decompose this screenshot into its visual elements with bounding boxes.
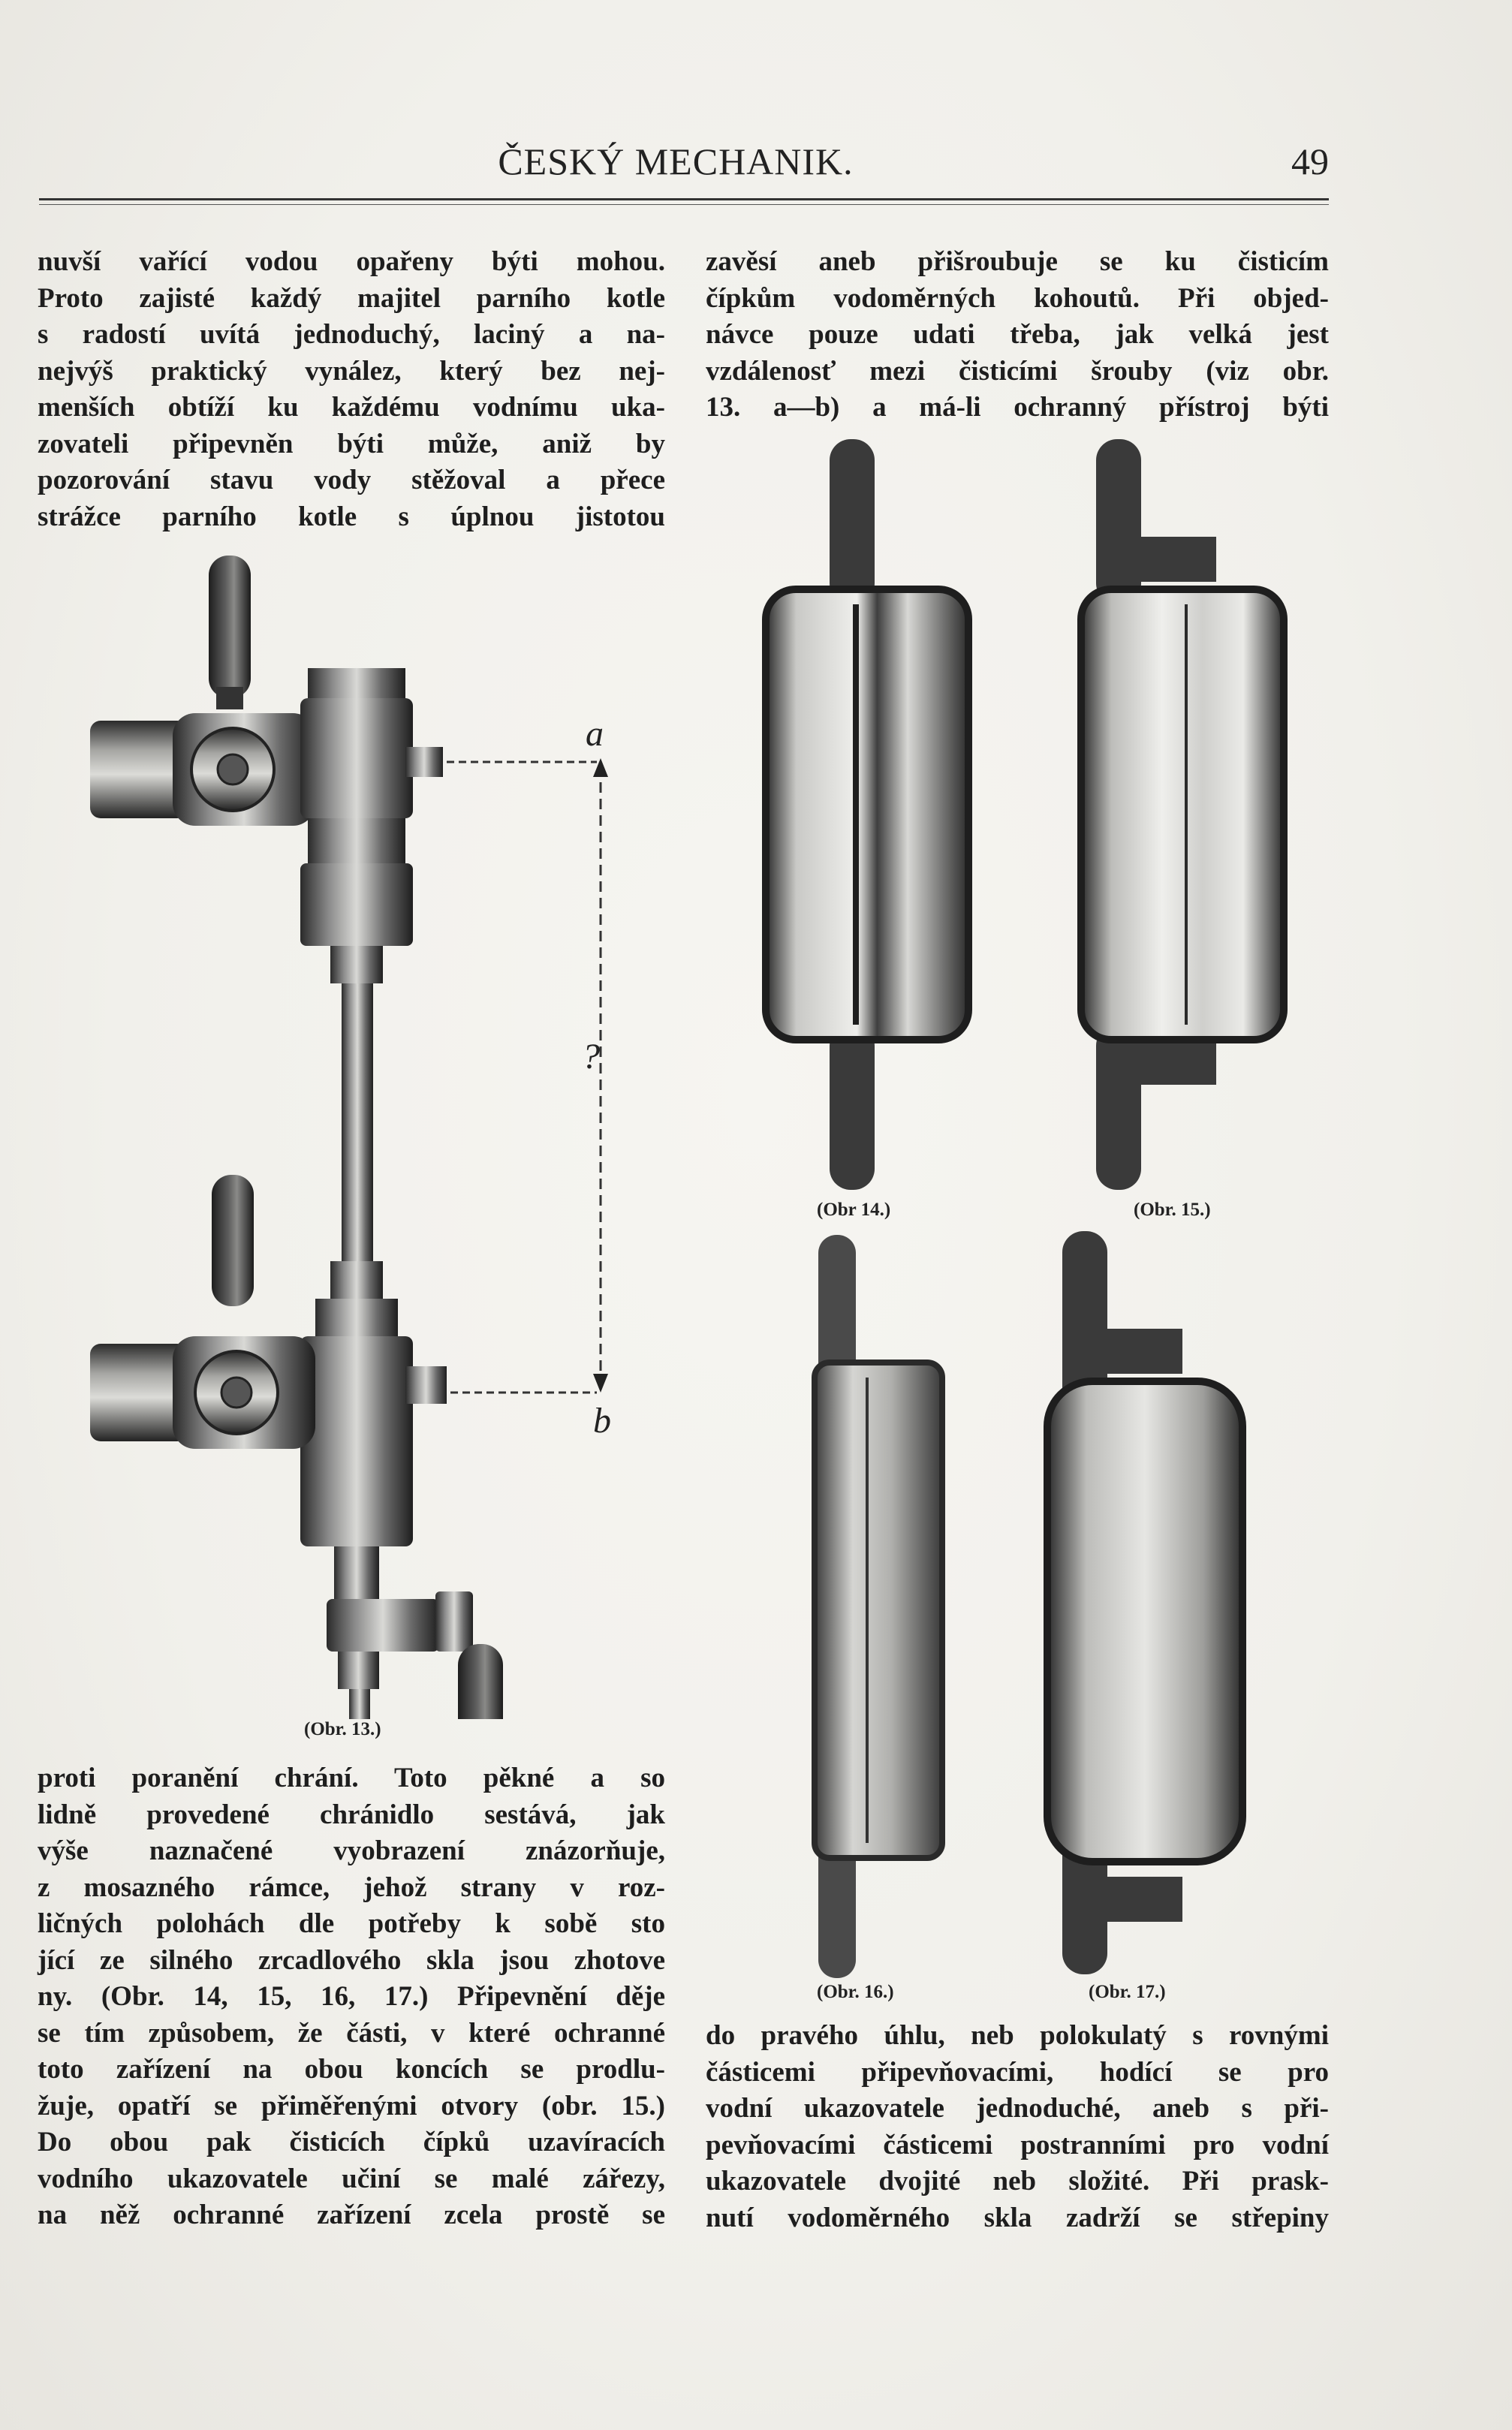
- text-line: nejvýš praktický vynález, který bez nej-: [38, 355, 665, 387]
- text-line: do pravého úhlu, neb polokulatý s rovnými: [706, 2020, 1329, 2051]
- text-line: zavěsí aneb přišroubuje se ku čisticím: [706, 246, 1329, 277]
- dimension-label-question: ?: [582, 1037, 600, 1076]
- figure-16-glass-guard: [807, 1235, 957, 1978]
- text-line: jící ze silného zrcadlového skla jsou zhotove: [38, 1944, 665, 1976]
- running-header-title: ČESKÝ MECHANIK.: [498, 140, 854, 182]
- glass-guard-illustration-16: [807, 1235, 957, 1978]
- figure-14-caption: (Obr 14.): [817, 1200, 891, 1220]
- figure-13-caption: (Obr. 13.): [304, 1719, 381, 1739]
- header-rule: [39, 198, 1329, 200]
- text-line: s radostí uvítá jednoduchý, laciný a na-: [38, 319, 665, 350]
- glass-guard-illustration-14: [758, 439, 976, 1190]
- text-line: vodní ukazovatele jednoduché, aneb s při-: [706, 2093, 1329, 2124]
- text-line: se tím způsobem, že části, v které ochranné: [38, 2017, 665, 2049]
- text-line: pevňovacími částicemi postranními pro vodní: [706, 2129, 1329, 2161]
- right-column-bottom-text: [706, 2018, 1329, 2236]
- text-line: menších obtíží ku každému vodnímu uka-: [38, 392, 665, 423]
- figure-15-glass-guard: [1074, 439, 1291, 1190]
- text-line: zovateli připevněn býti může, aniž by: [38, 428, 665, 459]
- page-number: 49: [1291, 140, 1329, 182]
- text-line: toto zařízení na obou koncích se prodlu-: [38, 2054, 665, 2085]
- text-line: výše naznačené vyobrazení znázorňuje,: [38, 1835, 665, 1866]
- text-line: nuvší vařící vodou opařeny býti mohou.: [38, 246, 665, 277]
- text-line: Do obou pak čisticích čípků uzavíracích: [38, 2127, 665, 2157]
- text-line: strážce parního kotle s úplnou jistotou: [38, 501, 665, 532]
- left-column-bottom-text: [38, 1760, 665, 2234]
- text-line: pozorování stavu vody stěžoval a přece: [38, 465, 665, 495]
- text-line: ličných polohách dle potřeby k sobě sto: [38, 1908, 665, 1939]
- figure-13-water-gauge: [83, 548, 653, 1719]
- glass-guard-illustration-17: [1040, 1231, 1250, 1974]
- right-column-top-text: [706, 244, 1329, 426]
- text-line: Proto zajisté každý majitel parního kotle: [38, 282, 665, 314]
- text-line: vzdálenosť mezi čisticími šrouby (viz obr.: [706, 355, 1329, 387]
- text-line: vodního ukazovatele učiní se malé zářezy,: [38, 2163, 665, 2194]
- text-line: proti poranění chrání. Toto pěkné a so: [38, 1763, 665, 1793]
- text-line: nutí vodoměrného skla zadrží se střepiny: [706, 2202, 1329, 2233]
- glass-guard-illustration-15: [1074, 439, 1291, 1190]
- water-gauge-illustration: [83, 548, 653, 1719]
- figure-14-glass-guard: [758, 439, 976, 1190]
- text-line: z mosazného rámce, jehož strany v roz-: [38, 1871, 665, 1903]
- dimension-label-a: a: [586, 714, 604, 754]
- dimension-label-b: b: [593, 1401, 611, 1441]
- text-line: ukazovatele dvojité neb složité. Při prask-: [706, 2166, 1329, 2197]
- text-line: částicemi připevňovacími, hodící se pro: [706, 2056, 1329, 2088]
- text-line: čípkům vodoměrných kohoutů. Při objed-: [706, 282, 1329, 314]
- text-line: návce pouze udati třeba, jak velká jest: [706, 319, 1329, 350]
- figure-16-caption: (Obr. 16.): [817, 1982, 894, 2002]
- text-line: žuje, opatří se přiměřenými otvory (obr. 15.): [38, 2090, 665, 2121]
- text-line: 13. a—b) a má-li ochranný přístroj býti: [706, 392, 1329, 423]
- left-column-top-text: [38, 244, 665, 535]
- text-line: lidně provedené chránidlo sestává, jak: [38, 1799, 665, 1830]
- figure-15-caption: (Obr. 15.): [1134, 1200, 1211, 1220]
- header-rule-thin: [39, 204, 1329, 205]
- figure-17-glass-guard: [1040, 1231, 1250, 1974]
- text-line: na něž ochranné zařízení zcela prostě se: [38, 2200, 665, 2230]
- text-line: ny. (Obr. 14, 15, 16, 17.) Připevnění děje: [38, 1981, 665, 2012]
- figure-17-caption: (Obr. 17.): [1089, 1982, 1166, 2002]
